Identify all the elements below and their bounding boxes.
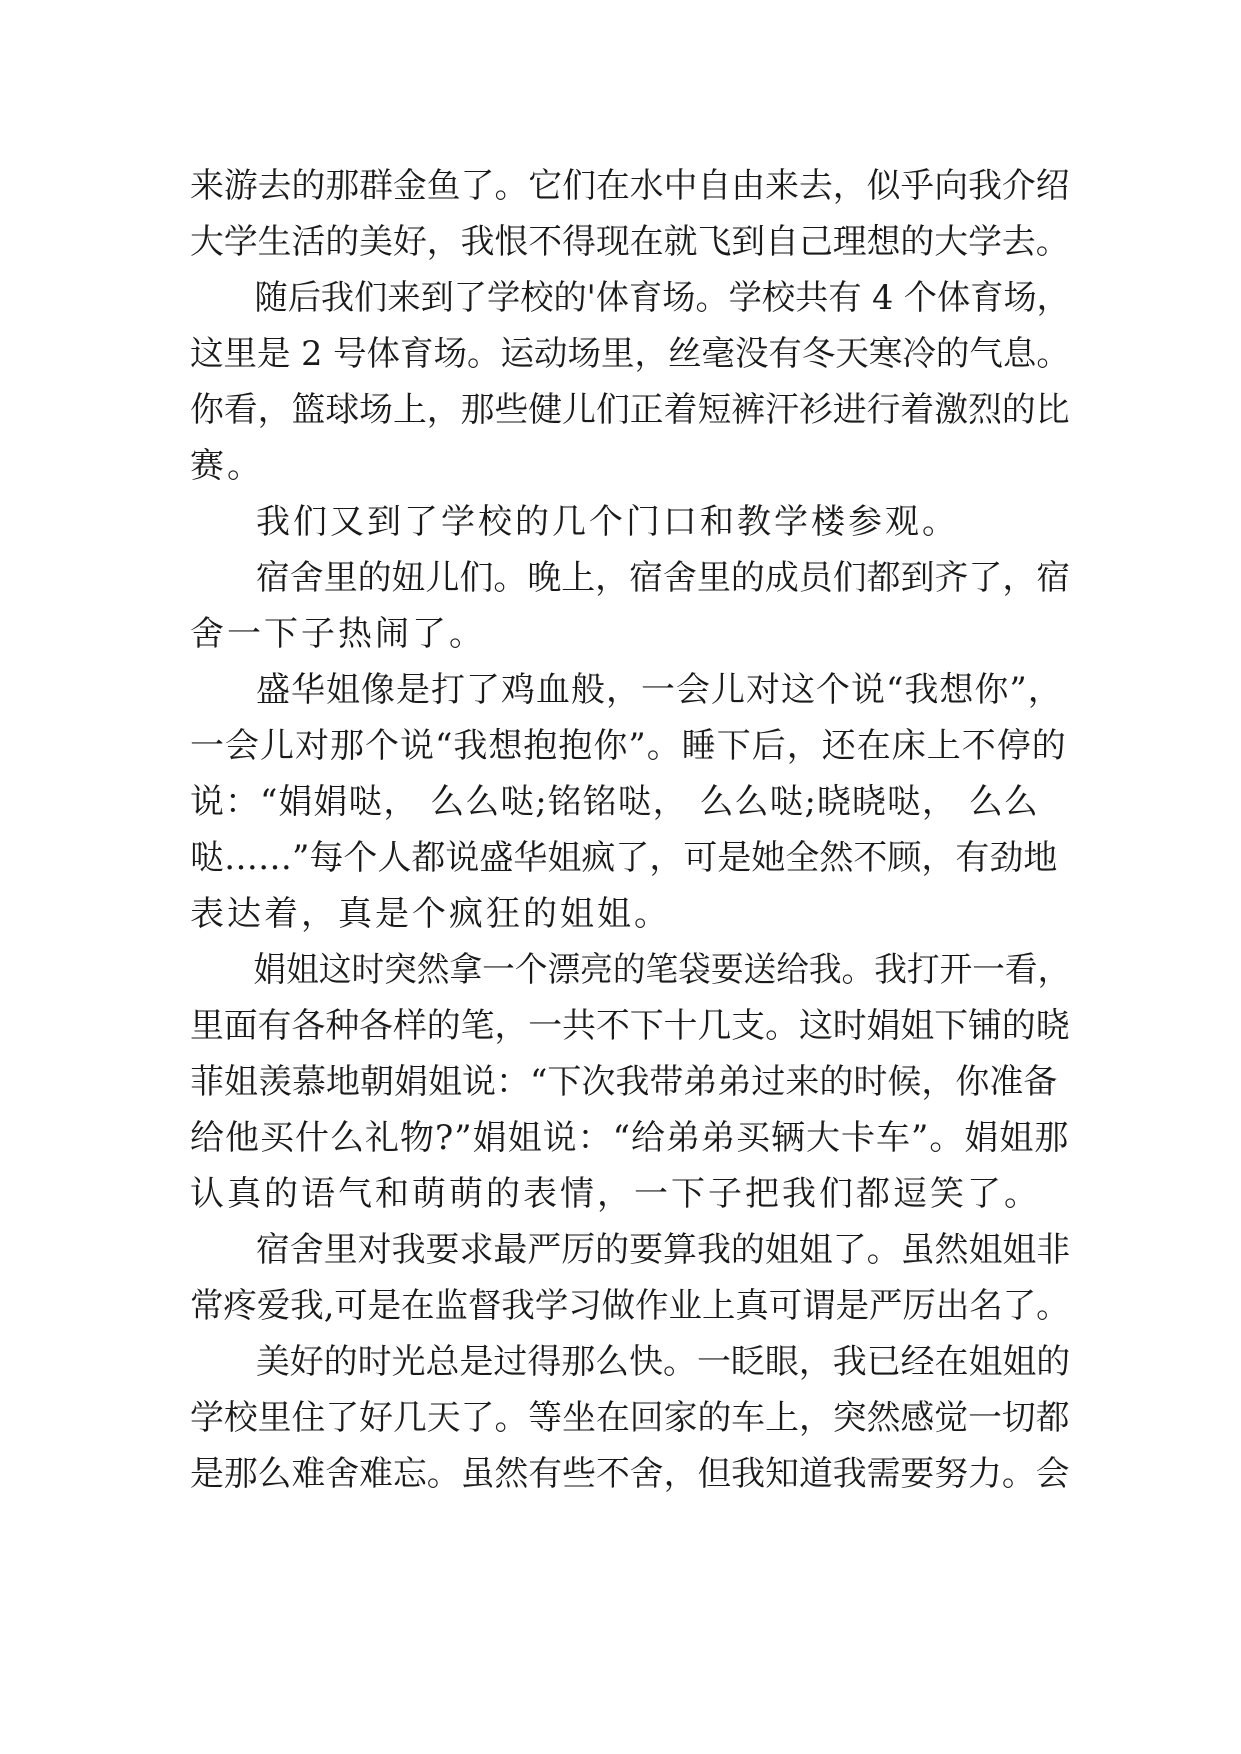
paragraph-first-line: 美好的时光总是过得那么快。一眨眼，我已经在姐姐的 — [255, 1342, 1071, 1382]
paragraph-first-line: 宿舍里对我要求最严厉的要算我的姐姐了。虽然姐姐非 — [255, 1230, 1071, 1270]
document-body — [190, 158, 1070, 1502]
text-line: 赛。 — [190, 446, 264, 486]
text-line: 认真的语气和萌萌的表情，一下子把我们都逗笑了。 — [190, 1174, 1041, 1214]
text-line: 常疼爱我,可是在监督我学习做作业上真可谓是严厉出名了。 — [190, 1286, 1070, 1326]
text-line: 这里是 2 号体育场。运动场里，丝毫没有冬天寒冷的气息。 — [190, 334, 1070, 374]
text-line: 来游去的那群金鱼了。它们在水中自由来去，似乎向我介绍 — [190, 166, 1070, 206]
paragraph-first-line: 随后我们来到了学校的'体育场。学校共有 4 个体育场， — [254, 278, 1070, 318]
text-line: 大学生活的美好，我恨不得现在就飞到自己理想的大学去。 — [190, 222, 1070, 262]
text-line: 学校里住了好几天了。等坐在回家的车上，突然感觉一切都 — [190, 1398, 1070, 1438]
paragraph-first-line: 娟姐这时突然拿一个漂亮的笔袋要送给我。我打开一看， — [253, 950, 1071, 990]
text-line: 你看，篮球场上，那些健儿们正着短裤汗衫进行着激烈的比 — [190, 390, 1070, 430]
text-line: 哒……”每个人都说盛华姐疯了，可是她全然不顾，有劲地 — [190, 838, 1058, 878]
text-line: 里面有各种各样的笔，一共不下十几支。这时娟姐下铺的晓 — [190, 1006, 1070, 1046]
paragraph-first-line: 盛华姐像是打了鸡血般，一会儿对这个说“我想你”， — [256, 670, 1063, 710]
text-line: 给他买什么礼物?”娟姐说：“给弟弟买辆大卡车”。娟姐那 — [190, 1118, 1070, 1158]
text-line: 菲姐羡慕地朝娟姐说：“下次我带弟弟过来的时候，你准备 — [190, 1062, 1058, 1102]
paragraph-first-line: 宿舍里的妞儿们。晚上，宿舍里的成员们都到齐了，宿 — [255, 558, 1071, 598]
text-line: 一会儿对那个说“我想抱抱你”。睡下后，还在床上不停的 — [190, 726, 1067, 766]
text-line: 舍一下子热闹了。 — [190, 614, 486, 654]
text-line: 说：“娟娟哒， 么么哒;铭铭哒， 么么哒;晓晓哒， 么么 — [190, 782, 1039, 822]
paragraph-first-line: 我们又到了学校的几个门口和教学楼参观。 — [256, 502, 959, 542]
text-line: 表达着，真是个疯狂的姐姐。 — [190, 894, 671, 934]
text-line: 是那么难舍难忘。虽然有些不舍，但我知道我需要努力。会 — [190, 1454, 1070, 1494]
